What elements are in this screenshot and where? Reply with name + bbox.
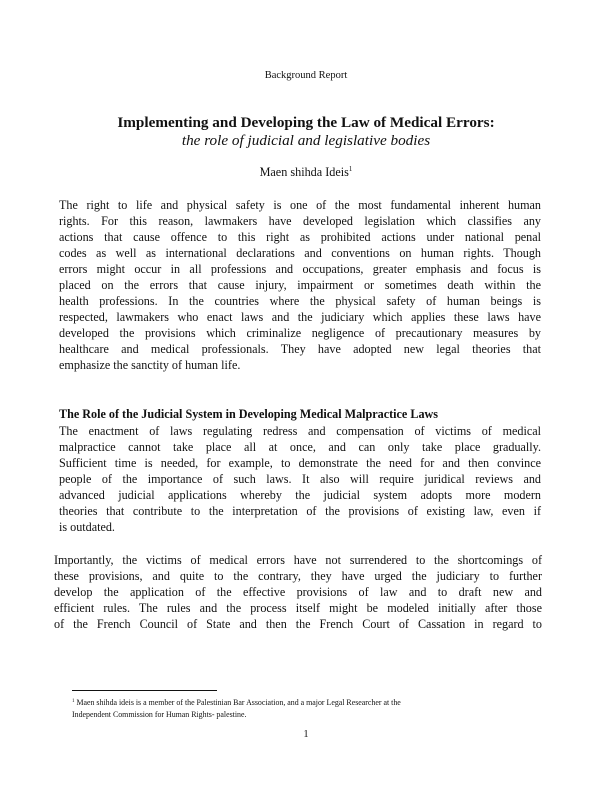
text-line: these provisions, and quite to the contrary, they have urged the judiciary to further — [54, 569, 542, 584]
text-line: The right to life and physical safety is one of the most fundamental inherent human — [59, 198, 541, 212]
author-name: Maen shihda Ideis — [259, 165, 349, 179]
author-line — [0, 165, 612, 180]
report-label: Background Report — [264, 70, 348, 81]
text-line: Sufficient time is needed, for example, to demonstrate the need for and then convince — [59, 456, 541, 471]
footnote-separator — [72, 690, 217, 691]
footnote-marker: 1 — [72, 699, 75, 704]
text-line: people of the importance of such laws. It also will require juridical reviews and — [59, 472, 541, 487]
text-line: Importantly, the victims of medical errors have not surrendered to the shortcomings of — [54, 553, 542, 567]
text-line: errors might occur in all professions and occupations, greater emphasis and focus is — [59, 262, 541, 277]
text-line: placed on the errors that cause injury, impairment or sometimes death within the — [59, 278, 541, 293]
text-line: efficient rules. The rules and the process itself might be modeled initially after those — [54, 601, 542, 616]
text-line: health professions. In the countries where the physical safety of human beings is — [59, 294, 541, 309]
text-line: rights. For this reason, lawmakers have developed legislation which classifies any — [59, 214, 541, 229]
footnote-reference[interactable]: 1 — [348, 165, 353, 173]
victims-paragraph — [54, 552, 542, 632]
text-line: actions that cause offence to this right as prohibited actions under national penal — [59, 230, 541, 245]
page-number: 1 — [303, 729, 309, 740]
text-line: malpractice cannot take place all at once, and can only take place gradually. — [59, 440, 541, 455]
footnote-line-2: Independent Commission for Human Rights- palestine. — [72, 709, 247, 719]
section-heading: The Role of the Judicial System in Developing Medical Malpractice Laws — [59, 407, 439, 421]
text-line: of the French Council of State and then the French Court of Cassation in regard to — [54, 617, 542, 632]
text-line: theories that contribute to the interpretation of the provisions of existing law, even if — [59, 504, 541, 519]
text-line: is outdated. — [59, 520, 115, 535]
text-line: developed the provisions which criminalize negligence of precautionary measures by — [59, 326, 541, 341]
text-line: healthcare and medical professionals. They have adopted new legal theories that — [59, 342, 541, 357]
text-line: respected, lawmakers who enact laws and the judiciary which applies these laws have — [59, 310, 541, 325]
footnote — [72, 697, 542, 720]
footnote-line-1: $^1$ Maen shihda ideis is a member of the Palestinian Bar Association, and a major Legal Researcher at the — [72, 698, 401, 707]
text-line: emphasize the sanctity of human life. — [59, 358, 241, 373]
text-line: advanced judicial applications whereby the judicial system adopts more modern — [59, 488, 541, 503]
judicial-paragraph — [59, 423, 541, 535]
text-line: codes as well as international declarations and conventions on human rights. Though — [59, 246, 541, 261]
text-line: The enactment of laws regulating redress and compensation of victims of medical — [59, 424, 541, 438]
text-line: develop the application of the effective provisions of law and to draft new and — [54, 585, 542, 600]
document-title: Implementing and Developing the Law of Medical Errors: — [117, 114, 495, 131]
document-subtitle: the role of judicial and legislative bodies — [181, 132, 431, 149]
intro-paragraph — [59, 197, 541, 374]
